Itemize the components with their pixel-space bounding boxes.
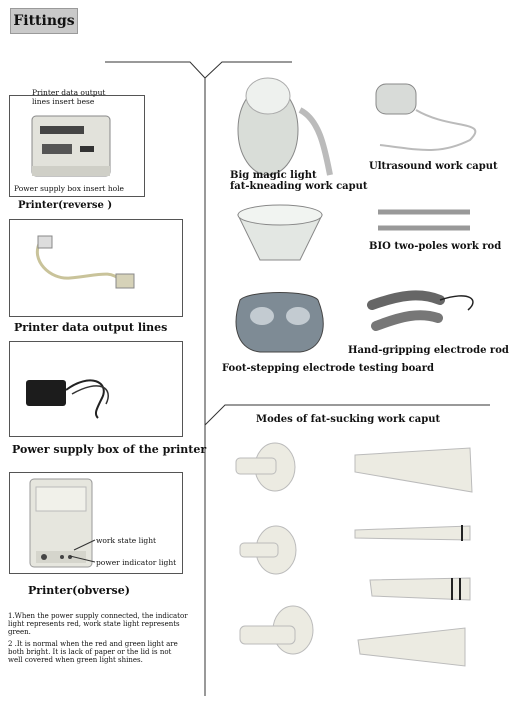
printer-reverse-caption: Printer(reverse ) xyxy=(18,200,113,211)
power-box-caption: Power supply box of the printer xyxy=(12,443,207,456)
modes-heading: Modes of fat-sucking work caput xyxy=(256,414,441,425)
big-magic-light-caption-1: Big magic light xyxy=(230,170,317,181)
printer-power-label: Power supply box insert hole xyxy=(14,184,124,193)
note-1: 1.When the power supply connected, the indicator light represents red, work state light represents green. xyxy=(8,612,188,637)
printer-output-label: Printer data output lines insert bese xyxy=(32,88,106,106)
printer-obverse-caption: Printer(obverse) xyxy=(28,584,130,597)
note-2: 2 .It is normal when the red and green light are both bright. It is lack of paper or the lid is not well covered when green light shines. xyxy=(8,640,178,665)
foot-stepping-caption: Foot-stepping electrode testing board xyxy=(222,363,434,374)
ultrasound-caption: Ultrasound work caput xyxy=(369,161,498,172)
work-state-label: work state light xyxy=(96,536,157,545)
output-lines-caption: Printer data output lines xyxy=(14,321,168,334)
power-indicator-label: power indicator light xyxy=(96,558,177,567)
hand-gripping-caption: Hand-gripping electrode rod xyxy=(348,345,509,356)
bio-caption: BIO two-poles work rod xyxy=(369,241,502,252)
page-title: Fittings xyxy=(10,8,78,34)
big-magic-light-caption-2: fat-kneading work caput xyxy=(230,181,368,192)
